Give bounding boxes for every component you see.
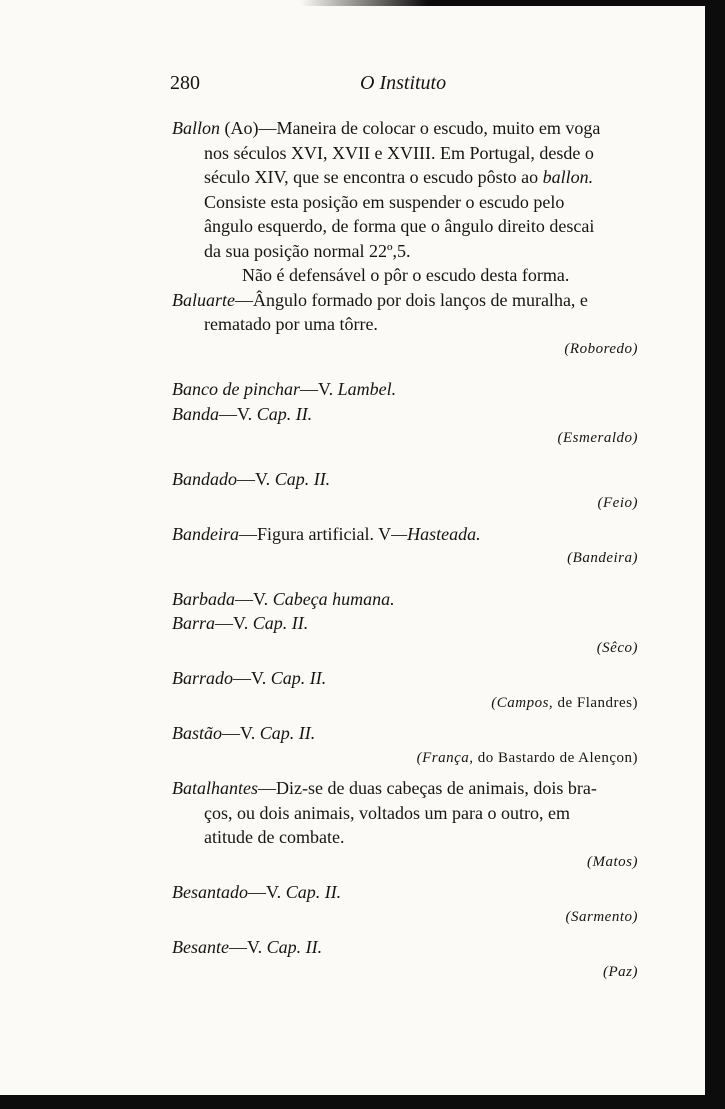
scan-border-top [300, 0, 725, 6]
entry-source [172, 746, 638, 771]
entry-banda [172, 402, 638, 451]
entry-text: —V. [233, 668, 271, 688]
source-name: (Campos, [491, 694, 554, 711]
entry-source: (Paz) [603, 963, 638, 980]
entry-bastao [172, 721, 638, 770]
entry-batalhantes [172, 776, 638, 874]
entry-term: Baluarte [172, 289, 235, 310]
entry-ballon [172, 116, 638, 288]
entry-term: Banda [172, 403, 219, 424]
entry-source: (Esmeraldo) [557, 430, 638, 446]
entry-line: da sua posição normal 22º,5. [204, 240, 411, 261]
entry-besante [172, 935, 638, 984]
entry-paragraph: Não é defensável o pôr o escudo desta forma. [242, 265, 570, 285]
entry-term: Batalhantes [172, 778, 258, 798]
scan-border-right [705, 0, 725, 1109]
entry-ref: Cap. II. [259, 723, 316, 743]
source-detail: do Bastardo de Alençon) [473, 749, 638, 766]
entry-text: —V. [235, 588, 273, 609]
entry-term: Bandeira [172, 523, 239, 544]
entry-source: (Sarmento) [565, 908, 638, 925]
entry-term: Besante [172, 937, 229, 957]
entry-ref: Cap. II. [266, 937, 323, 957]
glossary-content [172, 116, 638, 984]
page-number: 280 [170, 72, 200, 94]
entry-ref: ballon. [542, 167, 594, 187]
entry-ref: —Hasteada. [391, 523, 481, 544]
entry-besantado [172, 880, 638, 929]
entry-source: (Feio) [597, 495, 638, 511]
entry-barrado [172, 666, 638, 715]
entry-line: ângulo esquerdo, de forma que o ângulo direito descai [204, 216, 595, 236]
entry-source: (Sêco) [596, 639, 638, 656]
entry-term: Banco de pinchar [172, 379, 300, 399]
entry-line: nos séculos XVI, XVII e XVIII. Em Portugal, desde o [204, 142, 594, 163]
entry-term: Barra [172, 613, 216, 633]
entry-line: atitude de combate. [204, 827, 345, 847]
scan-border-bottom [0, 1095, 725, 1109]
entry-text: —Diz-se de duas cabeças de animais, dois bra- [258, 778, 597, 798]
entry-bandado [172, 467, 638, 516]
entry-line: ços, ou dois animais, voltados um para o outro, em [204, 802, 570, 823]
entry-source: (Roboredo) [564, 340, 638, 357]
entry-term: Barrado [172, 668, 234, 688]
entry-text: —V. [237, 468, 275, 489]
entry-text: —V. [219, 403, 257, 424]
entry-ref: Cap. II. [252, 613, 309, 633]
entry-baluarte [172, 288, 638, 362]
entry-text: século XIV, que se encontra o escudo pôsto ao [204, 167, 543, 187]
entry-text: (Ao)—Maneira de colocar o escudo, muito em voga [220, 118, 601, 138]
entry-text: —V. [215, 613, 253, 633]
entry-ref: Cap. II. [274, 468, 331, 489]
entry-line: rematado por uma tôrre. [204, 314, 378, 334]
entry-ref: Cabeça humana. [272, 588, 395, 609]
entry-ref: Cap. II. [256, 403, 313, 424]
entry-text: —V. [228, 937, 267, 957]
entry-barra [172, 611, 638, 660]
page-header [170, 72, 640, 102]
entry-banco-de-pinchar [172, 377, 638, 402]
entry-text: —V. [248, 882, 286, 902]
entry-text: —Ângulo formado por dois lanços de muralha, e [235, 289, 588, 310]
source-detail: de Flandres) [553, 694, 638, 711]
entry-text: —Figura artificial. V [239, 523, 392, 544]
entry-ref: Lambel. [337, 379, 397, 399]
entry-line: Consiste esta posição em suspender o escudo pelo [204, 191, 565, 212]
entry-source: (Bandeira) [567, 550, 638, 566]
entry-term: Ballon [172, 118, 220, 138]
source-name: (França, [416, 749, 474, 766]
entry-source [172, 691, 638, 716]
entry-bandeira [172, 522, 638, 571]
entry-text: —V. [299, 379, 338, 399]
entry-term: Besantado [172, 882, 248, 902]
entry-term: Barbada [172, 588, 235, 609]
running-title: O Instituto [360, 72, 447, 94]
entry-source: (Matos) [587, 853, 638, 870]
entry-term: Bastão [172, 723, 223, 743]
entry-barbada [172, 587, 638, 612]
entry-ref: Cap. II. [270, 668, 327, 688]
entry-term: Bandado [172, 468, 237, 489]
entry-ref: Cap. II. [285, 882, 342, 902]
entry-text: —V. [222, 723, 260, 743]
